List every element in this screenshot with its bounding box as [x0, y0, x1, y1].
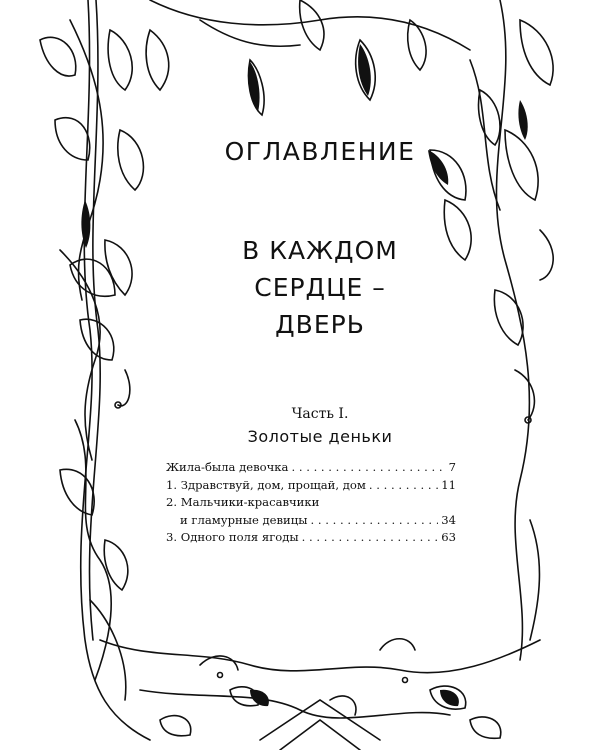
toc-entry[interactable] — [166, 477, 456, 495]
toc-entry-title: и гламурные девицы — [180, 512, 308, 527]
book-title-line: В КАЖДОМ — [242, 236, 398, 265]
toc-leader-dots — [302, 529, 439, 547]
toc-entry[interactable] — [166, 459, 456, 477]
book-title — [150, 232, 490, 343]
book-title-line: ДВЕРЬ — [275, 310, 365, 339]
part-title: Золотые деньки — [247, 427, 393, 446]
toc-leader-dots — [291, 459, 445, 477]
toc-leader-dots — [310, 512, 438, 530]
toc-entry-title: 3. Одного поля ягоды — [166, 530, 299, 544]
toc-entry-page: 7 — [448, 460, 456, 474]
toc-entry[interactable] — [166, 529, 456, 547]
toc-entry-page: 63 — [441, 530, 456, 544]
part-label: Часть I. — [291, 406, 349, 422]
toc-entry-title: 1. Здравствуй, дом, прощай, дом — [166, 477, 366, 492]
toc-entry-page: 34 — [441, 512, 456, 527]
toc-entry-first-line[interactable]: 2. Мальчики-красавчики — [166, 495, 320, 509]
toc-heading: ОГЛАВЛЕНИЕ — [224, 137, 416, 166]
toc-entry-page: 11 — [441, 477, 456, 492]
toc-list — [166, 459, 456, 547]
toc-entry[interactable] — [166, 512, 456, 530]
toc-entry-title: Жила-была девочка — [166, 460, 289, 474]
book-title-line: СЕРДЦЕ – — [254, 273, 386, 302]
toc-leader-dots — [369, 477, 438, 495]
